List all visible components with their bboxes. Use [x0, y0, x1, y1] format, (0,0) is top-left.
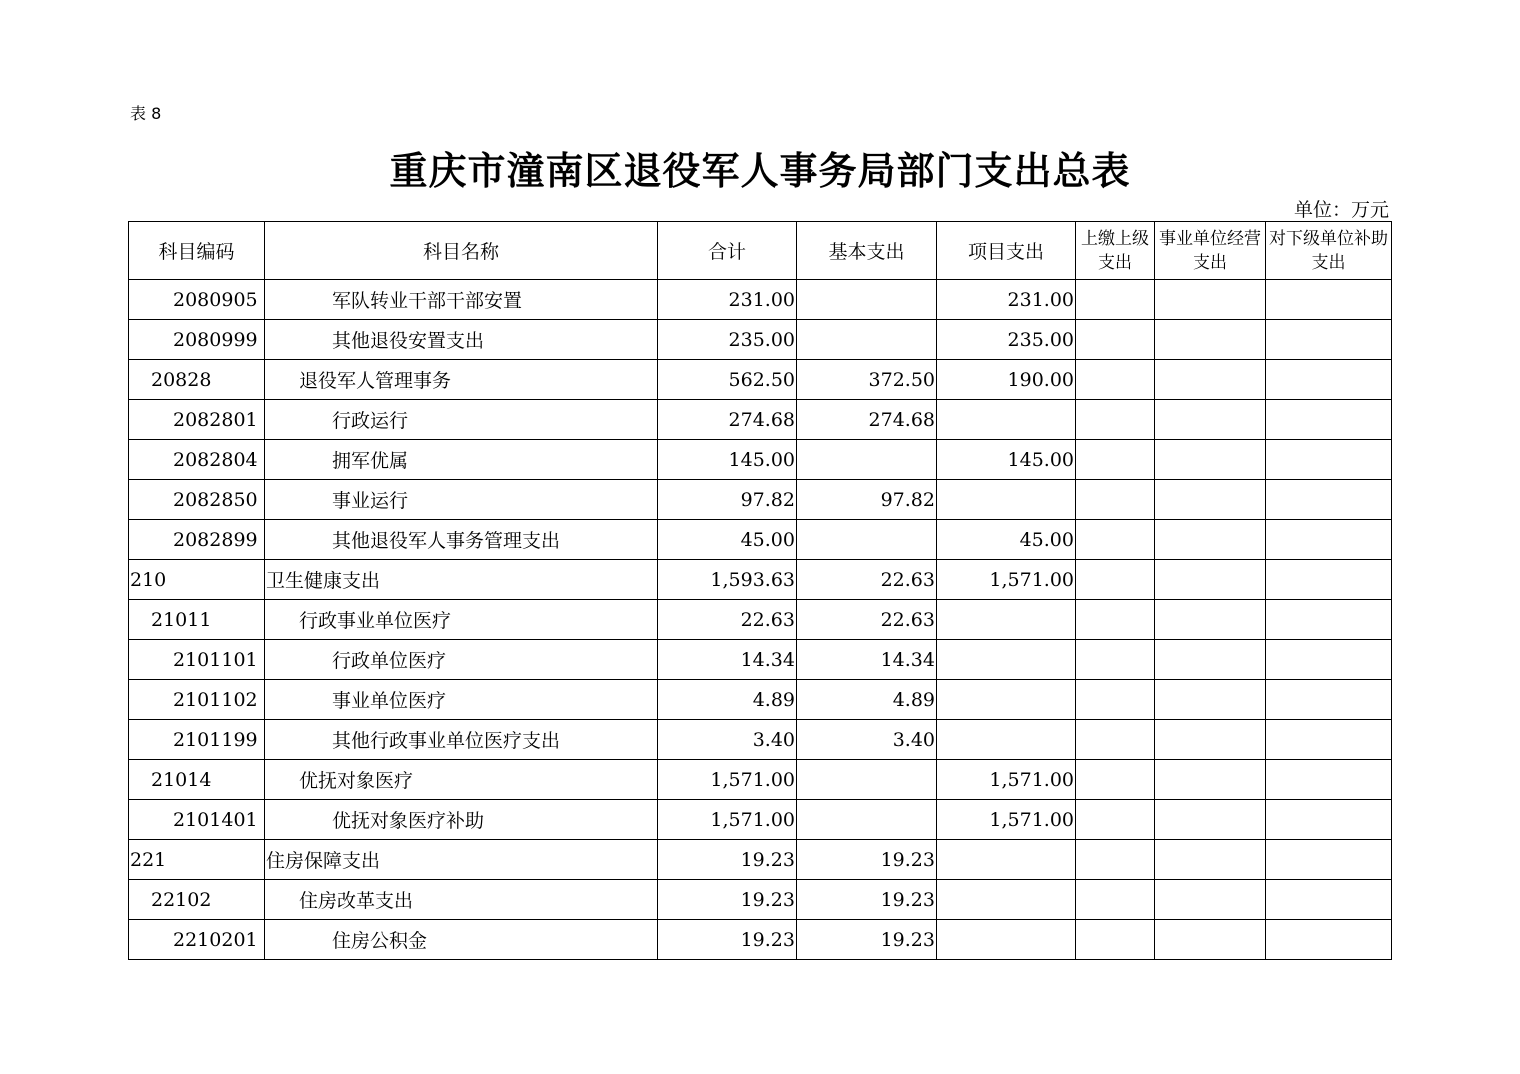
cell-code: 2082801	[129, 400, 265, 440]
cell-basic: 19.23	[797, 840, 937, 880]
table-row	[129, 520, 1392, 560]
cell-subsidy	[1266, 800, 1392, 840]
cell-subsidy	[1266, 440, 1392, 480]
cell-total: 231.00	[658, 280, 797, 320]
cell-subsidy	[1266, 320, 1392, 360]
header-total: 合计	[658, 222, 797, 280]
cell-project: 1,571.00	[937, 560, 1076, 600]
cell-code: 21014	[129, 760, 265, 800]
cell-business	[1155, 320, 1266, 360]
cell-subsidy	[1266, 760, 1392, 800]
cell-name: 住房改革支出	[265, 880, 658, 920]
cell-code: 2080999	[129, 320, 265, 360]
table-row	[129, 800, 1392, 840]
cell-total: 19.23	[658, 840, 797, 880]
cell-project	[937, 880, 1076, 920]
cell-project: 1,571.00	[937, 800, 1076, 840]
cell-code: 210	[129, 560, 265, 600]
cell-business	[1155, 400, 1266, 440]
cell-business	[1155, 880, 1266, 920]
unit-label: 单位：万元	[1293, 199, 1389, 221]
cell-upper-remit	[1076, 400, 1155, 440]
cell-basic: 19.23	[797, 880, 937, 920]
cell-basic	[797, 800, 937, 840]
table-row	[129, 840, 1392, 880]
cell-subsidy	[1266, 360, 1392, 400]
cell-project	[937, 600, 1076, 640]
cell-subsidy	[1266, 720, 1392, 760]
cell-name: 卫生健康支出	[265, 560, 658, 600]
cell-total: 274.68	[658, 400, 797, 440]
cell-upper-remit	[1076, 880, 1155, 920]
cell-code: 20828	[129, 360, 265, 400]
cell-business	[1155, 280, 1266, 320]
cell-code: 2082850	[129, 480, 265, 520]
table-body	[129, 280, 1392, 960]
cell-total: 235.00	[658, 320, 797, 360]
table-row	[129, 320, 1392, 360]
cell-upper-remit	[1076, 600, 1155, 640]
header-code: 科目编码	[129, 222, 265, 280]
cell-project: 145.00	[937, 440, 1076, 480]
cell-basic	[797, 520, 937, 560]
cell-name: 其他退役安置支出	[265, 320, 658, 360]
header-subsidy: 对下级单位补助支出	[1266, 222, 1392, 280]
cell-subsidy	[1266, 840, 1392, 880]
cell-basic: 22.63	[797, 600, 937, 640]
cell-code: 221	[129, 840, 265, 880]
cell-basic	[797, 320, 937, 360]
cell-basic: 97.82	[797, 480, 937, 520]
cell-name: 住房保障支出	[265, 840, 658, 880]
cell-project: 1,571.00	[937, 760, 1076, 800]
cell-upper-remit	[1076, 840, 1155, 880]
table-row	[129, 920, 1392, 960]
table-row	[129, 600, 1392, 640]
cell-project	[937, 680, 1076, 720]
cell-upper-remit	[1076, 280, 1155, 320]
cell-business	[1155, 640, 1266, 680]
cell-project: 231.00	[937, 280, 1076, 320]
table-row	[129, 400, 1392, 440]
cell-business	[1155, 800, 1266, 840]
cell-business	[1155, 560, 1266, 600]
table-row	[129, 480, 1392, 520]
header-basic: 基本支出	[797, 222, 937, 280]
table-row	[129, 760, 1392, 800]
cell-total: 22.63	[658, 600, 797, 640]
table-row	[129, 880, 1392, 920]
table-row	[129, 280, 1392, 320]
cell-project: 45.00	[937, 520, 1076, 560]
cell-business	[1155, 520, 1266, 560]
cell-basic: 372.50	[797, 360, 937, 400]
cell-name: 事业单位医疗	[265, 680, 658, 720]
cell-upper-remit	[1076, 560, 1155, 600]
cell-upper-remit	[1076, 440, 1155, 480]
cell-basic: 4.89	[797, 680, 937, 720]
cell-code: 2101199	[129, 720, 265, 760]
table-row	[129, 360, 1392, 400]
cell-project	[937, 840, 1076, 880]
cell-name: 行政单位医疗	[265, 640, 658, 680]
table-number: 表 8	[130, 104, 162, 123]
cell-upper-remit	[1076, 640, 1155, 680]
cell-total: 1,571.00	[658, 800, 797, 840]
cell-name: 优抚对象医疗	[265, 760, 658, 800]
cell-code: 22102	[129, 880, 265, 920]
cell-subsidy	[1266, 280, 1392, 320]
table-row	[129, 720, 1392, 760]
cell-subsidy	[1266, 920, 1392, 960]
cell-business	[1155, 440, 1266, 480]
cell-project	[937, 920, 1076, 960]
cell-basic: 22.63	[797, 560, 937, 600]
header-name: 科目名称	[265, 222, 658, 280]
cell-upper-remit	[1076, 680, 1155, 720]
cell-upper-remit	[1076, 360, 1155, 400]
cell-total: 145.00	[658, 440, 797, 480]
cell-code: 2210201	[129, 920, 265, 960]
cell-name: 行政事业单位医疗	[265, 600, 658, 640]
cell-project	[937, 480, 1076, 520]
cell-business	[1155, 360, 1266, 400]
cell-code: 21011	[129, 600, 265, 640]
cell-business	[1155, 840, 1266, 880]
cell-subsidy	[1266, 640, 1392, 680]
cell-basic	[797, 760, 937, 800]
cell-basic	[797, 440, 937, 480]
cell-name: 优抚对象医疗补助	[265, 800, 658, 840]
page-title: 重庆市潼南区退役军人事务局部门支出总表	[389, 149, 1131, 193]
cell-upper-remit	[1076, 520, 1155, 560]
expenditure-table	[128, 221, 1392, 960]
cell-upper-remit	[1076, 320, 1155, 360]
cell-code: 2101102	[129, 680, 265, 720]
cell-project	[937, 640, 1076, 680]
cell-basic: 3.40	[797, 720, 937, 760]
cell-subsidy	[1266, 880, 1392, 920]
header-project: 项目支出	[937, 222, 1076, 280]
cell-total: 19.23	[658, 920, 797, 960]
cell-total: 1,571.00	[658, 760, 797, 800]
cell-subsidy	[1266, 400, 1392, 440]
cell-basic: 19.23	[797, 920, 937, 960]
cell-total: 4.89	[658, 680, 797, 720]
cell-total: 1,593.63	[658, 560, 797, 600]
header-upper-remit: 上缴上级支出	[1076, 222, 1155, 280]
cell-project: 235.00	[937, 320, 1076, 360]
cell-upper-remit	[1076, 920, 1155, 960]
cell-name: 其他行政事业单位医疗支出	[265, 720, 658, 760]
cell-name: 拥军优属	[265, 440, 658, 480]
cell-name: 退役军人管理事务	[265, 360, 658, 400]
cell-upper-remit	[1076, 480, 1155, 520]
cell-code: 2082804	[129, 440, 265, 480]
cell-business	[1155, 720, 1266, 760]
cell-business	[1155, 600, 1266, 640]
cell-project: 190.00	[937, 360, 1076, 400]
cell-name: 其他退役军人事务管理支出	[265, 520, 658, 560]
cell-name: 行政运行	[265, 400, 658, 440]
cell-business	[1155, 760, 1266, 800]
cell-total: 14.34	[658, 640, 797, 680]
cell-basic	[797, 280, 937, 320]
cell-upper-remit	[1076, 720, 1155, 760]
cell-subsidy	[1266, 480, 1392, 520]
cell-business	[1155, 480, 1266, 520]
header-business: 事业单位经营支出	[1155, 222, 1266, 280]
cell-subsidy	[1266, 680, 1392, 720]
cell-business	[1155, 920, 1266, 960]
cell-basic: 14.34	[797, 640, 937, 680]
cell-project	[937, 400, 1076, 440]
cell-code: 2080905	[129, 280, 265, 320]
cell-total: 19.23	[658, 880, 797, 920]
cell-upper-remit	[1076, 800, 1155, 840]
cell-total: 97.82	[658, 480, 797, 520]
cell-subsidy	[1266, 560, 1392, 600]
cell-upper-remit	[1076, 760, 1155, 800]
cell-project	[937, 720, 1076, 760]
cell-subsidy	[1266, 520, 1392, 560]
cell-name: 军队转业干部干部安置	[265, 280, 658, 320]
cell-code: 2101101	[129, 640, 265, 680]
table-row	[129, 640, 1392, 680]
table-row	[129, 680, 1392, 720]
cell-code: 2101401	[129, 800, 265, 840]
cell-basic: 274.68	[797, 400, 937, 440]
cell-code: 2082899	[129, 520, 265, 560]
cell-total: 45.00	[658, 520, 797, 560]
cell-subsidy	[1266, 600, 1392, 640]
cell-total: 562.50	[658, 360, 797, 400]
table-row	[129, 440, 1392, 480]
table-row	[129, 560, 1392, 600]
cell-total: 3.40	[658, 720, 797, 760]
header-row	[129, 222, 1392, 280]
cell-business	[1155, 680, 1266, 720]
cell-name: 住房公积金	[265, 920, 658, 960]
cell-name: 事业运行	[265, 480, 658, 520]
